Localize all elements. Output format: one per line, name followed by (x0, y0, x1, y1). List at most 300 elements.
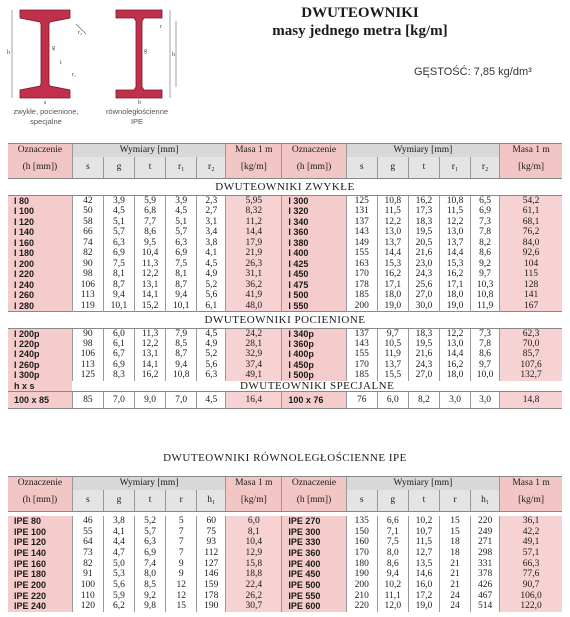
main-table (8, 143, 562, 409)
table-row (8, 548, 562, 559)
value-h1: 249 (471, 526, 500, 537)
value-mass: 36,2 (226, 280, 282, 291)
caption-normal: zwykłe, pocienione, specjalne (13, 107, 79, 126)
value-s: 137 (346, 328, 377, 339)
value-g: 6,9 (103, 360, 134, 371)
value-r: 15 (439, 516, 470, 527)
table-header-row (8, 477, 562, 490)
profile-name: I 500 (282, 290, 346, 301)
value-g: 10,1 (103, 301, 134, 312)
wymiary-header: Wymiary [mm] (72, 144, 226, 157)
table-row (8, 196, 562, 207)
profile-name: I 500p (282, 370, 346, 381)
profile-name: I 380 (282, 238, 346, 249)
value-s: 58 (72, 217, 103, 228)
value-g: 5,0 (103, 558, 134, 569)
table-row (8, 349, 562, 360)
value-t: 7,7 (135, 217, 166, 228)
col-header: g (377, 157, 408, 179)
value-h1: 112 (197, 548, 226, 559)
value-mass: 84,0 (500, 238, 562, 249)
value-t: 12,7 (408, 548, 439, 559)
value-t: 12,2 (135, 339, 166, 350)
value-t: 13,5 (408, 558, 439, 569)
value-t: 19,5 (408, 339, 439, 350)
value-t: 23,0 (408, 259, 439, 270)
value-g: 4,7 (103, 548, 134, 559)
value-s: 160 (346, 537, 377, 548)
value-g: 11,1 (377, 590, 408, 601)
profile-name: IPE 500 (282, 580, 346, 591)
value-g: 7,0 (103, 392, 134, 409)
value-r1: 7,0 (166, 392, 197, 409)
value-t: 20,5 (408, 238, 439, 249)
profile-name: I 100 (8, 206, 72, 217)
value-t: 14,6 (408, 569, 439, 580)
oznaczenie-header: Oznaczenie (282, 477, 346, 490)
value-r1: 5,7 (166, 227, 197, 238)
profile-name: I 340 (282, 217, 346, 228)
col-header: h₁ (197, 490, 226, 512)
value-r1: 18,0 (439, 370, 470, 381)
profile-name: I 425 (282, 259, 346, 270)
value-t: 7,4 (135, 558, 166, 569)
value-t: 19,0 (408, 601, 439, 612)
value-g: 5,6 (103, 580, 134, 591)
table-header-row (8, 144, 562, 157)
value-mass: 167 (500, 301, 562, 312)
value-g: 5,9 (103, 590, 134, 601)
value-r: 12 (166, 580, 197, 591)
value-g: 6,6 (377, 516, 408, 527)
table-row (8, 516, 562, 527)
value-r2: 3,4 (197, 227, 226, 238)
value-r2: 7,8 (471, 227, 500, 238)
table-header-row (8, 490, 562, 512)
value-s: 131 (346, 206, 377, 217)
value-g: 6,0 (103, 328, 134, 339)
value-s: 50 (72, 206, 103, 217)
value-r1: 17,1 (439, 280, 470, 291)
col-header: s (346, 157, 377, 179)
value-s: 155 (346, 349, 377, 360)
value-r1: 7,5 (166, 259, 197, 270)
masa-header: Masa 1 m (500, 477, 562, 490)
value-g: 6,9 (103, 248, 134, 259)
value-t: 5,7 (135, 526, 166, 537)
value-t: 5,9 (135, 196, 166, 207)
value-t: 14,1 (135, 360, 166, 371)
profile-name: I 450 (282, 269, 346, 280)
value-r: 21 (439, 558, 470, 569)
value-s: 178 (346, 280, 377, 291)
profile-name: I 340p (282, 328, 346, 339)
value-s: 46 (72, 516, 103, 527)
value-mass: 141 (500, 290, 562, 301)
value-s: 119 (72, 301, 103, 312)
value-t: 9,8 (135, 601, 166, 612)
value-t: 25,6 (408, 280, 439, 291)
value-g: 9,4 (103, 290, 134, 301)
profile-name: I 240p (8, 349, 72, 360)
value-r1: 6,9 (166, 248, 197, 259)
value-t: 21,6 (408, 248, 439, 259)
profile-name: 100 x 76 (282, 392, 346, 409)
value-r1: 14,4 (439, 349, 470, 360)
value-r1: 13,0 (439, 339, 470, 350)
value-g: 11,5 (377, 206, 408, 217)
value-s: 113 (72, 360, 103, 371)
value-s: 170 (346, 360, 377, 371)
wymiary-header: Wymiary [mm] (346, 144, 500, 157)
value-t: 18,3 (408, 328, 439, 339)
table-row (8, 537, 562, 548)
profile-name: I 550 (282, 301, 346, 312)
value-mass: 49,1 (226, 370, 282, 381)
value-r2: 11,9 (471, 301, 500, 312)
profile-name: I 300 (282, 196, 346, 207)
profile-name: IPE 200 (8, 580, 72, 591)
value-r2: 10,3 (471, 280, 500, 291)
value-t: 13,1 (135, 349, 166, 360)
value-s: 106 (72, 280, 103, 291)
value-s: 185 (346, 370, 377, 381)
value-mass: 8,1 (226, 526, 282, 537)
value-h1: 190 (197, 601, 226, 612)
beam-label-h: h (7, 50, 10, 56)
value-r1: 4,5 (166, 206, 197, 217)
value-t: 10,7 (408, 526, 439, 537)
value-s: 125 (346, 196, 377, 207)
value-mass: 85,7 (500, 349, 562, 360)
beam-label-r1: r₁ (72, 72, 77, 78)
table-row (8, 248, 562, 259)
value-r2: 5,6 (197, 360, 226, 371)
value-mass: 14,4 (226, 227, 282, 238)
value-s: 98 (72, 269, 103, 280)
value-r1: 18,0 (439, 290, 470, 301)
col-header: r (166, 490, 197, 512)
value-mass: 24,2 (226, 328, 282, 339)
wymiary-header: Wymiary [mm] (72, 477, 226, 490)
profile-name: I 450p (282, 360, 346, 371)
value-mass: 48,0 (226, 301, 282, 312)
value-mass: 14,8 (500, 392, 562, 409)
value-h1: 271 (471, 537, 500, 548)
value-r2: 7,8 (471, 339, 500, 350)
value-mass: 76,2 (500, 227, 562, 238)
value-mass: 37,4 (226, 360, 282, 371)
value-r: 9 (166, 569, 197, 580)
page-title: DWUTEOWNIKI (301, 5, 419, 21)
value-r2: 4,5 (197, 392, 226, 409)
value-s: 135 (346, 516, 377, 527)
value-g: 16,2 (377, 269, 408, 280)
value-r: 18 (439, 537, 470, 548)
value-g: 9,4 (377, 569, 408, 580)
value-t: 27,0 (408, 370, 439, 381)
value-r2: 8,2 (471, 238, 500, 249)
value-h1: 467 (471, 590, 500, 601)
value-t: 27,0 (408, 290, 439, 301)
profile-name: I 360p (282, 339, 346, 350)
value-s: 90 (72, 259, 103, 270)
value-g: 5,7 (103, 227, 134, 238)
value-mass: 15,8 (226, 558, 282, 569)
value-r2: 5,6 (197, 290, 226, 301)
value-r: 15 (166, 601, 197, 612)
value-r2: 3,1 (197, 217, 226, 228)
col-header: t (135, 490, 166, 512)
value-mass: 54,2 (500, 196, 562, 207)
value-mass: 92,6 (500, 248, 562, 259)
value-r: 12 (166, 590, 197, 601)
value-r1: 6,3 (166, 238, 197, 249)
ipe-label-h: h (172, 52, 175, 58)
hmm-header: (h [mm]) (282, 490, 346, 512)
value-r1: 13,7 (439, 238, 470, 249)
col-header: g (377, 490, 408, 512)
oznaczenie-header: Oznaczenie (8, 477, 72, 490)
beam-label-t: t (60, 60, 62, 66)
value-t: 18,3 (408, 217, 439, 228)
value-t: 5,2 (135, 516, 166, 527)
value-r: 5 (166, 516, 197, 527)
value-r2: 8,6 (471, 349, 500, 360)
profile-name: IPE 360 (282, 548, 346, 559)
value-s: 149 (346, 238, 377, 249)
value-r2: 8,6 (471, 248, 500, 259)
table-row (8, 580, 562, 591)
profile-name: I 320 (282, 206, 346, 217)
value-g: 10,2 (377, 580, 408, 591)
section-title: DWUTEOWNIKI POCIENIONE (8, 311, 562, 328)
table-row (8, 259, 562, 270)
profile-name: I 280 (8, 301, 72, 312)
profile-name: I 360 (282, 227, 346, 238)
value-s: 143 (346, 339, 377, 350)
table-row (8, 370, 562, 381)
value-r2: 4,9 (197, 269, 226, 280)
value-h1: 159 (197, 580, 226, 591)
value-g: 13,7 (377, 360, 408, 371)
table-row (8, 217, 562, 228)
col-header: s (72, 157, 103, 179)
value-r: 24 (439, 601, 470, 612)
value-g: 6,2 (103, 601, 134, 612)
col-header: t (408, 157, 439, 179)
value-s: 91 (72, 569, 103, 580)
col-header: r₁ (439, 157, 470, 179)
value-r1: 8,1 (166, 269, 197, 280)
value-s: 155 (346, 248, 377, 259)
value-t: 17,3 (408, 206, 439, 217)
profile-name: I 120 (8, 217, 72, 228)
profile-name: IPE 400 (282, 558, 346, 569)
value-r1: 8,7 (166, 280, 197, 291)
beam-label-r2: r₂ (78, 30, 83, 36)
section-title: DWUTEOWNIKI ZWYKŁE (8, 179, 562, 196)
table-row (8, 590, 562, 601)
value-mass: 26,3 (226, 259, 282, 270)
section-row (8, 311, 562, 328)
value-r2: 4,9 (197, 339, 226, 350)
profile-name: I 200p (8, 328, 72, 339)
value-r1: 3,9 (166, 196, 197, 207)
value-t: 9,0 (135, 392, 166, 409)
value-r1: 12,2 (439, 217, 470, 228)
value-r2: 2,3 (197, 196, 226, 207)
value-t: 8,6 (135, 227, 166, 238)
value-h1: 146 (197, 569, 226, 580)
value-s: 137 (346, 217, 377, 228)
value-r1: 10,1 (166, 301, 197, 312)
table-row (8, 290, 562, 301)
value-g: 6,7 (103, 349, 134, 360)
table-header-row (8, 157, 562, 179)
value-mass: 70,0 (500, 339, 562, 350)
profile-name: 100 x 85 (8, 392, 72, 409)
ipe-table (8, 476, 562, 612)
wymiary-header: Wymiary [mm] (346, 477, 500, 490)
value-r2: 4,5 (197, 259, 226, 270)
value-mass: 36,1 (500, 516, 562, 527)
value-t: 6,3 (135, 537, 166, 548)
beam-label-s: s (44, 100, 47, 104)
value-t: 17,2 (408, 590, 439, 601)
value-r2: 9,7 (471, 269, 500, 280)
value-s: 90 (72, 328, 103, 339)
kgm-header: [kg/m] (226, 157, 282, 179)
value-s: 125 (72, 370, 103, 381)
value-g: 10,5 (377, 339, 408, 350)
profile-name: I 300p (8, 370, 72, 381)
profile-name: I 220 (8, 269, 72, 280)
value-r1: 8,5 (166, 339, 197, 350)
value-r2: 4,1 (197, 248, 226, 259)
value-t: 6,8 (135, 206, 166, 217)
value-s: 150 (346, 526, 377, 537)
value-g: 8,7 (103, 280, 134, 291)
i-beam-ipe-icon (100, 4, 184, 104)
value-r1: 14,4 (439, 248, 470, 259)
value-t: 21,6 (408, 349, 439, 360)
value-mass: 6,0 (226, 516, 282, 527)
value-g: 4,4 (103, 537, 134, 548)
value-r: 7 (166, 537, 197, 548)
value-s: 185 (346, 290, 377, 301)
value-r1: 13,0 (439, 227, 470, 238)
table-row (8, 601, 562, 612)
value-t: 13,1 (135, 280, 166, 291)
profile-name: IPE 120 (8, 537, 72, 548)
ipe-label-g: g (144, 48, 147, 54)
col-header: s (72, 490, 103, 512)
value-g: 8,3 (103, 370, 134, 381)
value-r2: 10,8 (471, 290, 500, 301)
beam-label-g: g (52, 45, 55, 51)
profile-name: I 240 (8, 280, 72, 291)
profile-name: I 200 (8, 259, 72, 270)
value-t: 19,5 (408, 227, 439, 238)
table-row (8, 227, 562, 238)
value-t: 16,2 (135, 370, 166, 381)
col-header: g (103, 157, 134, 179)
section-row (8, 179, 562, 196)
value-s: 82 (72, 558, 103, 569)
value-r: 7 (166, 526, 197, 537)
profile-name: IPE 600 (282, 601, 346, 612)
profile-name: I 220p (8, 339, 72, 350)
value-h1: 378 (471, 569, 500, 580)
value-t: 6,9 (135, 548, 166, 559)
value-s: 170 (346, 548, 377, 559)
value-s: 180 (346, 558, 377, 569)
value-r2: 3,8 (197, 238, 226, 249)
value-r: 15 (439, 526, 470, 537)
value-t: 16,0 (408, 580, 439, 591)
value-mass: 10,4 (226, 537, 282, 548)
value-s: 66 (72, 227, 103, 238)
table-row (8, 206, 562, 217)
col-header: h₁ (471, 490, 500, 512)
value-g: 13,7 (377, 238, 408, 249)
value-mass: 18,8 (226, 569, 282, 580)
value-s: 200 (346, 580, 377, 591)
value-g: 8,1 (103, 269, 134, 280)
value-mass: 104 (500, 259, 562, 270)
value-g: 17,1 (377, 280, 408, 291)
col-header: t (408, 490, 439, 512)
page-subtitle: masy jednego metra [kg/m] (272, 23, 448, 39)
table-row (8, 558, 562, 569)
value-mass: 5,95 (226, 196, 282, 207)
profile-name: I 160 (8, 238, 72, 249)
value-h1: 127 (197, 558, 226, 569)
value-mass: 41,9 (226, 290, 282, 301)
value-r2: 6,5 (471, 196, 500, 207)
value-r1: 8,7 (166, 349, 197, 360)
kgm-header: [kg/m] (500, 157, 562, 179)
value-mass: 11,2 (226, 217, 282, 228)
profile-name: I 180 (8, 248, 72, 259)
value-mass: 31,1 (226, 269, 282, 280)
value-r2: 3,0 (471, 392, 500, 409)
value-r: 9 (166, 558, 197, 569)
profile-name: I 260 (8, 290, 72, 301)
value-g: 12,2 (377, 217, 408, 228)
ipe-section-title: DWUTEOWNIKI RÓWNOLEGŁOŚCIENNE IPE (163, 452, 407, 464)
value-s: 210 (346, 590, 377, 601)
value-r: 21 (439, 580, 470, 591)
value-g: 12,0 (377, 601, 408, 612)
value-s: 220 (346, 601, 377, 612)
value-g: 6,3 (103, 238, 134, 249)
value-t: 8,0 (135, 569, 166, 580)
value-s: 143 (346, 227, 377, 238)
i-beam-normal-icon (6, 4, 90, 104)
value-r1: 3,0 (439, 392, 470, 409)
value-mass: 28,1 (226, 339, 282, 350)
col-header: r₂ (197, 157, 226, 179)
oznaczenie-header: Oznaczenie (282, 144, 346, 157)
value-r1: 9,4 (166, 360, 197, 371)
value-g: 5,3 (103, 569, 134, 580)
density-label: GĘSTOŚĆ: 7,85 kg/dm³ (414, 66, 532, 78)
value-s: 190 (346, 569, 377, 580)
value-t: 11,3 (135, 259, 166, 270)
value-s: 113 (72, 290, 103, 301)
